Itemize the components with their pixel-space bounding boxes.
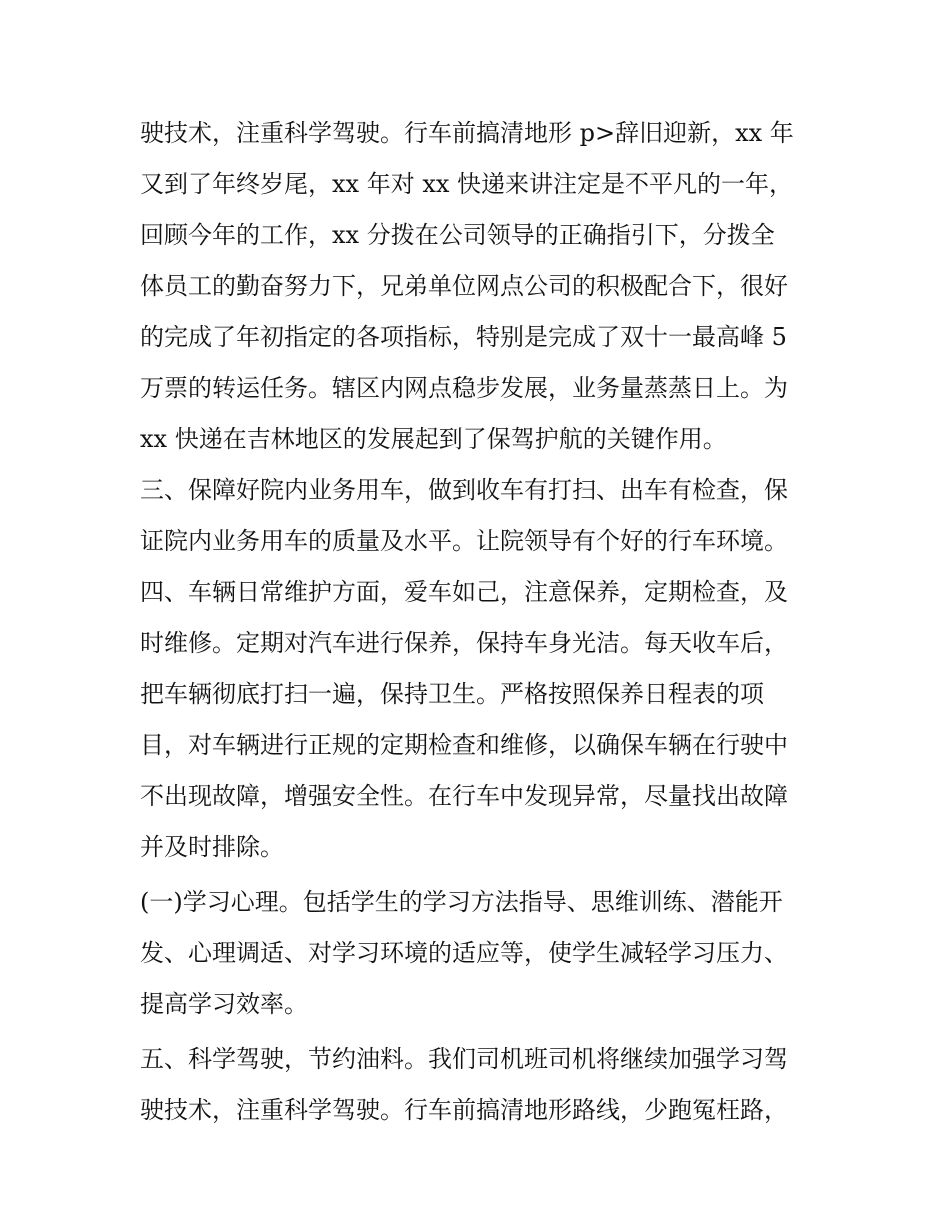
- text-line: 时维修。定期对汽车进行保养，保持车身光洁。每天收车后，: [140, 629, 788, 657]
- text-line: 提高学习效率。: [140, 990, 308, 1018]
- text-line: 驶技术，注重科学驾驶。行车前搞清地形 p>辞旧迎新，xx 年: [140, 119, 794, 147]
- text-line: 又到了年终岁尾，xx 年对 xx 快递来讲注定是不平凡的一年，: [140, 170, 794, 198]
- text-line: 发、心理调适、对学习环境的适应等，使学生减轻学习压力、: [140, 939, 788, 967]
- document-body: [140, 108, 830, 1136]
- text-line: 万票的转运任务。辖区内网点稳步发展，业务量蒸蒸日上。为: [140, 374, 788, 402]
- text-line: 不出现故障，增强安全性。在行车中发现异常，尽量找出故障: [140, 782, 788, 810]
- text-line: 的完成了年初指定的各项指标，特别是完成了双十一最高峰 5: [140, 323, 787, 351]
- text-line: 并及时排除。: [140, 833, 284, 861]
- text-line: 目，对车辆进行正规的定期检查和维修，以确保车辆在行驶中: [140, 731, 788, 759]
- text-line: 驶技术，注重科学驾驶。行车前搞清地形路线，少跑冤枉路，: [140, 1096, 788, 1124]
- text-line: (一)学习心理。包括学生的学习方法指导、思维训练、潜能开: [140, 888, 783, 916]
- text-line: 把车辆彻底打扫一遍，保持卫生。严格按照保养日程表的项: [140, 680, 764, 708]
- text-line: 证院内业务用车的质量及水平。让院领导有个好的行车环境。: [140, 527, 788, 555]
- text-line: 三、保障好院内业务用车，做到收车有打扫、出车有检查，保: [140, 476, 788, 504]
- text-line: 四、车辆日常维护方面，爱车如己，注意保养，定期检查，及: [140, 578, 788, 606]
- text-line: 体员工的勤奋努力下，兄弟单位网点公司的积极配合下，很好: [140, 272, 788, 300]
- text-line: xx 快递在吉林地区的发展起到了保驾护航的关键作用。: [140, 425, 727, 453]
- text-line: 五、科学驾驶，节约油料。我们司机班司机将继续加强学习驾: [140, 1045, 788, 1073]
- text-line: 回顾今年的工作，xx 分拨在公司领导的正确指引下，分拨全: [140, 221, 775, 249]
